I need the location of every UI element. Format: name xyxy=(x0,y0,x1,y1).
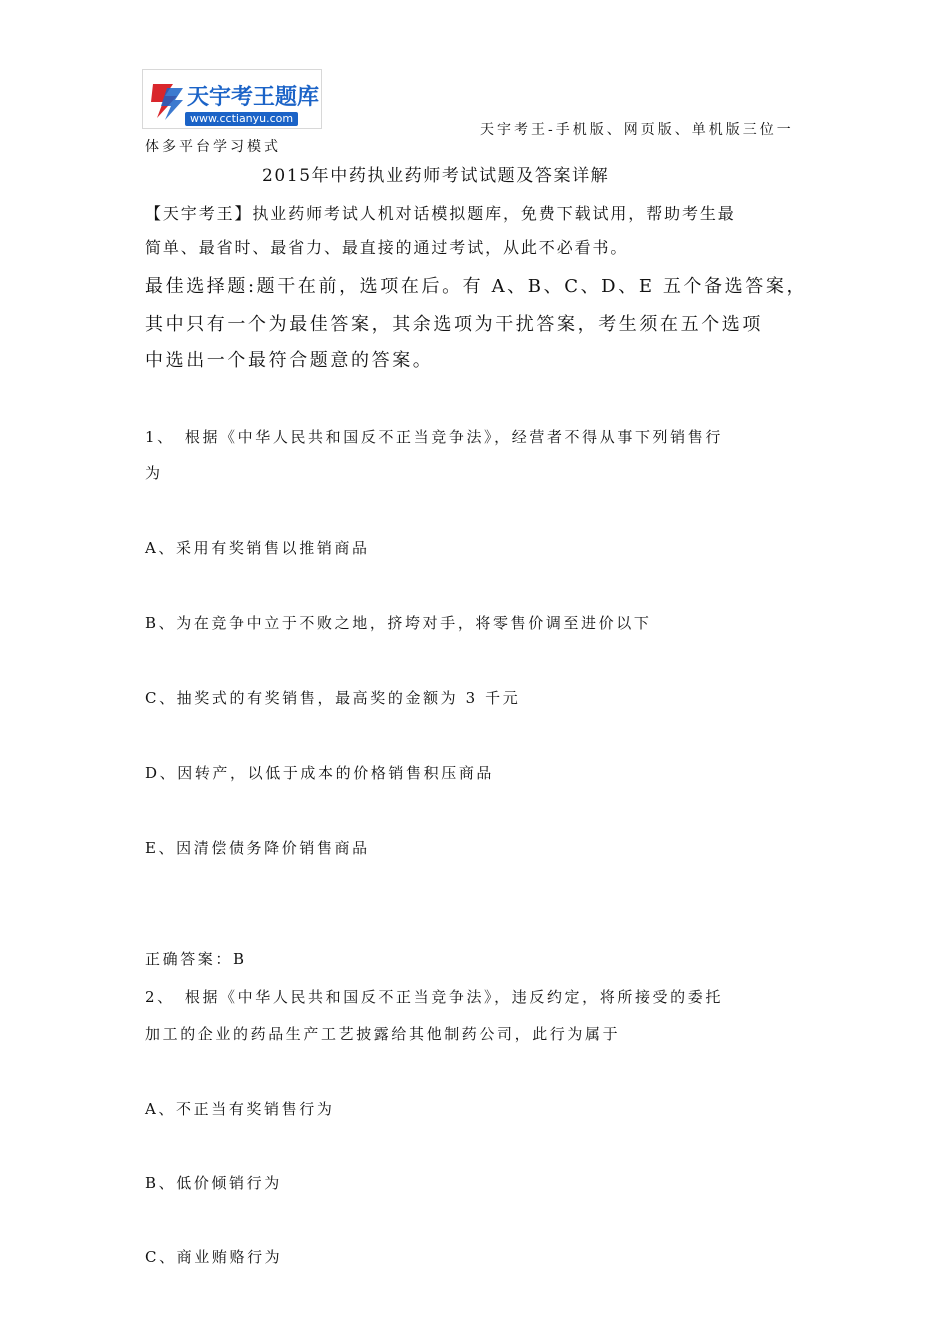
tagline-line-2: 体多平台学习模式 xyxy=(145,139,281,155)
question-2-line-2: 加工的企业的药品生产工艺披露给其他制药公司，此行为属于 xyxy=(145,1025,621,1043)
question-1-line-1: 1、 根据《中华人民共和国反不正当竞争法》，经营者不得从事下列销售行 xyxy=(145,428,723,446)
instructions-line-3: 中选出一个最符合题意的答案。 xyxy=(145,350,434,371)
tagline-line-1: 天宇考王-手机版、网页版、单机版三位一 xyxy=(480,122,794,138)
logo-emblem-icon xyxy=(147,78,187,122)
instructions-line-2: 其中只有一个为最佳答案，其余选项为干扰答案，考生须在五个选项 xyxy=(145,314,763,335)
question-1-answer: 正确答案：B xyxy=(145,950,247,968)
question-1-option-a: A、采用有奖销售以推销商品 xyxy=(145,539,370,557)
intro-line-2: 简单、最省时、最省力、最直接的通过考试，从此不必看书。 xyxy=(145,238,629,257)
question-1-option-e: E、因清偿债务降价销售商品 xyxy=(145,839,370,857)
logo-text: 天宇考王题库 xyxy=(187,85,320,110)
question-2-option-c: C、商业贿赂行为 xyxy=(145,1248,283,1266)
question-2-option-a: A、不正当有奖销售行为 xyxy=(145,1100,335,1118)
question-2-option-b: B、低价倾销行为 xyxy=(145,1174,282,1192)
question-1-line-2: 为 xyxy=(145,464,163,482)
question-1-option-b: B、为在竞争中立于不败之地，挤垮对手，将零售价调至进价以下 xyxy=(145,614,652,632)
intro-line-1: 【天宇考王】执业药师考试人机对话模拟题库，免费下载试用，帮助考生最 xyxy=(145,204,736,223)
logo xyxy=(142,69,322,129)
logo-url: www.cctianyu.com xyxy=(185,112,298,126)
page-title: 2015年中药执业药师考试试题及答案详解 xyxy=(262,166,610,186)
instructions-line-1: 最佳选择题:题干在前，选项在后。有 A、B、C、D、E 五个备选答案， xyxy=(145,276,808,297)
question-2-line-1: 2、 根据《中华人民共和国反不正当竞争法》，违反约定，将所接受的委托 xyxy=(145,988,723,1006)
question-1-option-c: C、抽奖式的有奖销售，最高奖的金额为 3 千元 xyxy=(145,689,521,707)
question-1-option-d: D、因转产，以低于成本的价格销售积压商品 xyxy=(145,764,495,782)
